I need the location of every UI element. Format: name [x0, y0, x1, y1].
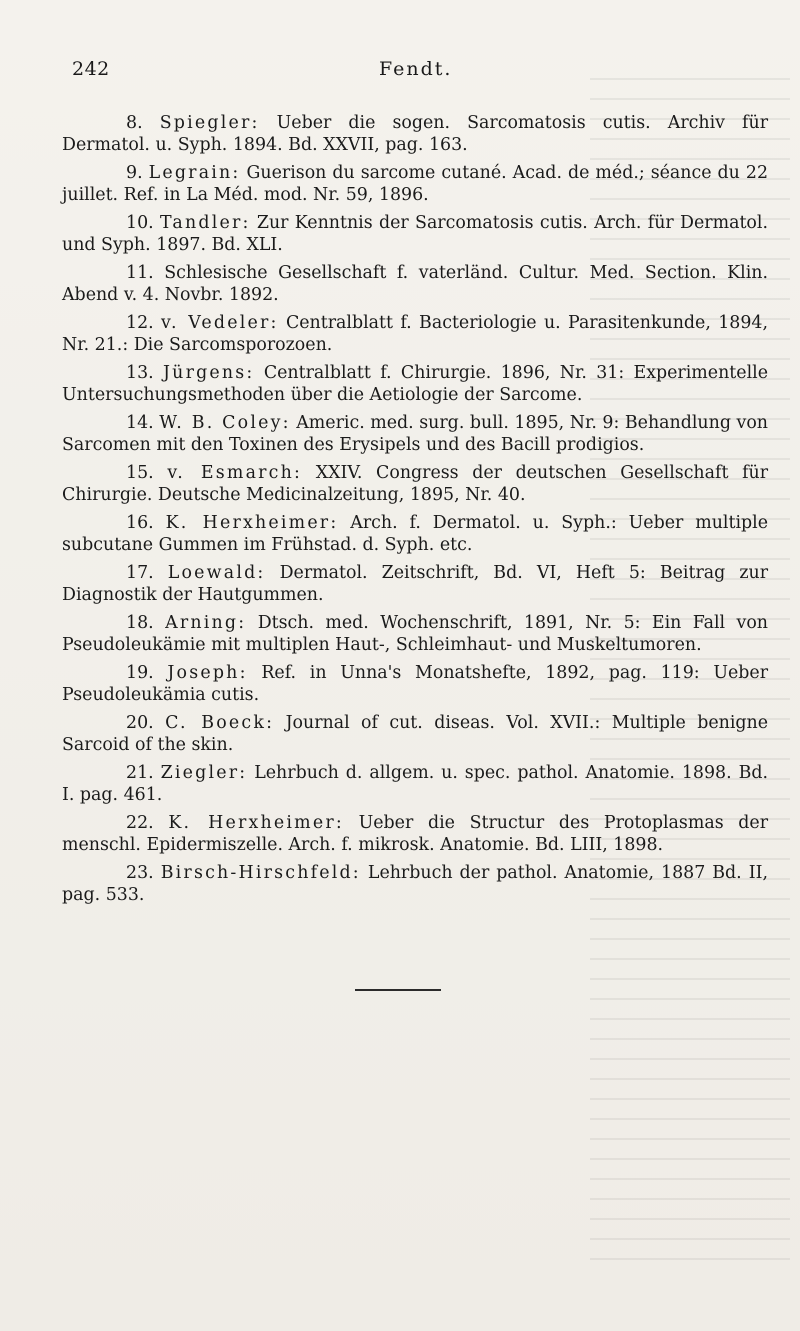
reference-author: Legrain:	[148, 163, 241, 183]
reference-author: Joseph:	[167, 663, 248, 683]
reference-item	[62, 812, 768, 856]
reference-text: Dermatol. Zeitschrift, Bd. VI, Heft 5: Beitrag zur Diagnostik der Hautgummen.	[62, 563, 769, 605]
reference-author: Arning:	[165, 613, 247, 633]
section-end-rule	[355, 989, 441, 991]
reference-text: Lehrbuch d. allgem. u. spec. pathol. Anatomie. 1898. Bd. I. pag. 461.	[62, 763, 769, 805]
reference-item	[62, 362, 768, 406]
running-head: Fendt.	[379, 58, 453, 80]
reference-text: Arch. f. Dermatol. u. Syph.: Ueber multiple subcutane Gummen im Frühstad. d. Syph. etc.	[62, 513, 768, 555]
reference-number: 19.	[126, 663, 154, 683]
reference-number: 20.	[126, 713, 154, 733]
reference-list	[62, 112, 768, 912]
reference-author: Loewald:	[167, 563, 266, 583]
reference-text: Centralblatt f. Chirurgie. 1896, Nr. 31: Experimentelle Untersuchungsmethoden über die Aetiologie der Sarcome.	[62, 363, 768, 405]
reference-text: Ref. in Unna's Monatshefte, 1892, pag. 119: Ueber Pseudoleukämia cutis.	[62, 663, 769, 705]
reference-number: 9.	[126, 163, 143, 183]
reference-number: 18.	[126, 613, 154, 633]
reference-item	[62, 562, 768, 606]
reference-author: v. Vedeler:	[161, 313, 279, 333]
reference-item	[62, 462, 768, 506]
reference-author: Birsch-Hirschfeld:	[160, 863, 361, 883]
reference-item	[62, 512, 768, 556]
reference-text: XXIV. Congress der deutschen Gesellschaft für Chirurgie. Deutsche Medicinalzeitung, 1895, Nr. 40.	[62, 463, 769, 505]
reference-number: 14.	[126, 413, 154, 433]
reference-author: Tandler:	[159, 213, 251, 233]
reference-author: Jürgens:	[163, 363, 255, 383]
reference-text: Americ. med. surg. bull. 1895, Nr. 9: Behandlung von Sarcomen mit den Toxinen des Erysipels und des Bacill prodigios.	[62, 413, 768, 455]
reference-item	[62, 762, 768, 806]
reference-item	[62, 112, 768, 156]
reference-item	[62, 612, 768, 656]
reference-item	[62, 412, 768, 456]
reference-text: Ueber die Structur des Protoplasmas der menschl. Epidermiszelle. Arch. f. mikrosk. Anatomie. Bd. LIII, 1898.	[62, 813, 769, 855]
reference-number: 11.	[126, 263, 154, 283]
reference-item	[62, 712, 768, 756]
reference-text: Zur Kenntnis der Sarcomatosis cutis. Arch. für Dermatol. und Syph. 1897. Bd. XLI.	[62, 213, 768, 255]
reference-number: 23.	[126, 863, 154, 883]
reference-number: 13.	[126, 363, 154, 383]
page-header	[72, 58, 752, 88]
reference-number: 16.	[126, 513, 154, 533]
reference-item	[62, 262, 768, 306]
reference-number: 17.	[126, 563, 154, 583]
reference-number: 21.	[126, 763, 154, 783]
reference-item	[62, 162, 768, 206]
reference-item	[62, 212, 768, 256]
reference-item	[62, 662, 768, 706]
reference-number: 12.	[126, 313, 154, 333]
reference-author: K. Herxheimer:	[168, 813, 344, 833]
reference-author: K. Herxheimer:	[165, 513, 339, 533]
reference-text: Journal of cut. diseas. Vol. XVII.: Multiple benigne Sarcoid of the skin.	[62, 713, 769, 755]
reference-text: Schlesische Gesellschaft f. vaterländ. Cultur. Med. Section. Klin. Abend v. 4. Novbr. 1892.	[62, 263, 769, 305]
reference-text: Ueber die sogen. Sarcomatosis cutis. Archiv für Dermatol. u. Syph. 1894. Bd. XXVII, pag. 163.	[62, 113, 769, 155]
reference-text: Guerison du sarcome cutané. Acad. de méd.; séance du 22 juillet. Ref. in La Méd. mod. Nr. 59, 1896.	[62, 163, 769, 205]
page-number: 242	[72, 58, 110, 80]
reference-text: Centralblatt f. Bacteriologie u. Parasitenkunde, 1894, Nr. 21.: Die Sarcomsporozoen.	[62, 313, 768, 355]
reference-author: v. Esmarch:	[167, 463, 303, 483]
reference-author: Spiegler:	[159, 113, 260, 133]
reference-text: Dtsch. med. Wochenschrift, 1891, Nr. 5: Ein Fall von Pseudoleukämie mit multiplen Haut-, Schleimhaut- und Muskeltumoren.	[62, 613, 769, 655]
reference-number: 22.	[126, 813, 154, 833]
reference-author: C. Boeck:	[165, 713, 275, 733]
reference-number: 15.	[126, 463, 154, 483]
reference-item	[62, 862, 768, 906]
reference-number: 10.	[126, 213, 154, 233]
reference-number: 8.	[126, 113, 143, 133]
reference-item	[62, 312, 768, 356]
reference-text: Lehrbuch der pathol. Anatomie, 1887 Bd. II, pag. 533.	[62, 863, 768, 905]
reference-author: Ziegler:	[160, 763, 248, 783]
reference-author: W. B. Coley:	[159, 413, 291, 433]
